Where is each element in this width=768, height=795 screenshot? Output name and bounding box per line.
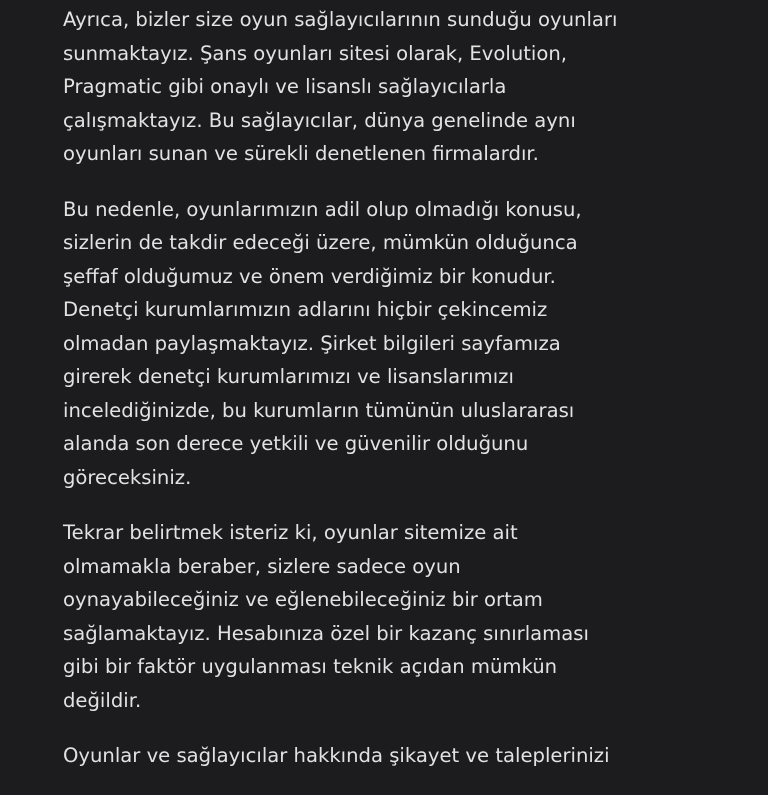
text-line: Tekrar belirtmek isteriz ki, oyunlar sitemize ait	[63, 521, 518, 544]
text-line: Ayrıca, bizler size oyun sağlayıcılarının sunduğu oyunları	[63, 8, 618, 31]
text-line: sunmaktayız. Şans oyunları sitesi olarak, Evolution,	[63, 41, 568, 65]
text-line: oynayabileceğiniz ve eğlenebileceğiniz bir ortam	[63, 588, 543, 611]
paragraph	[63, 193, 617, 495]
text-line: Pragmatic gibi onaylı ve lisanslı sağlayıcılarla	[63, 75, 507, 98]
text-line: girerek denetçi kurumlarımızı ve lisanslarımızı	[63, 365, 514, 388]
paragraph	[63, 739, 617, 773]
text-line: çalışmaktayız. Bu sağlayıcılar, dünya genelinde aynı	[63, 108, 576, 132]
text-line: alanda son derece yetkili ve güvenilir olduğunu	[63, 432, 529, 455]
text-line: Bu nedenle, oyunlarımızın adil olup olmadığı konusu,	[63, 197, 582, 221]
text-line: Oyunlar ve sağlayıcılar hakkında şikayet ve taleplerinizi	[63, 744, 610, 767]
text-line: şeffaf olduğumuz ve önem verdiğimiz bir konudur.	[63, 264, 556, 288]
text-line: oyunları sunan ve sürekli denetlenen firmalardır.	[63, 142, 539, 165]
text-line: Denetçi kurumlarımızın adlarını hiçbir çekincemiz	[63, 298, 548, 321]
text-line: değildir.	[63, 688, 142, 712]
text-line: olmadan paylaşmaktayız. Şirket bilgileri sayfamıza	[63, 331, 561, 355]
text-line: sağlamaktayız. Hesabınıza özel bir kazanç sınırlaması	[63, 621, 589, 645]
message-content	[63, 3, 617, 795]
text-line: olmamakla beraber, sizlere sadece oyun	[63, 554, 461, 578]
text-line: incelediğinizde, bu kurumların tümünün uluslararası	[63, 398, 575, 422]
paragraph	[63, 3, 617, 171]
paragraph	[63, 516, 617, 717]
text-line: gibi bir faktör uygulanması teknik açıdan mümkün	[63, 655, 558, 678]
text-line: sizlerin de takdir edeceği üzere, mümkün olduğunca	[63, 231, 578, 254]
text-line: göreceksiniz.	[63, 465, 192, 489]
